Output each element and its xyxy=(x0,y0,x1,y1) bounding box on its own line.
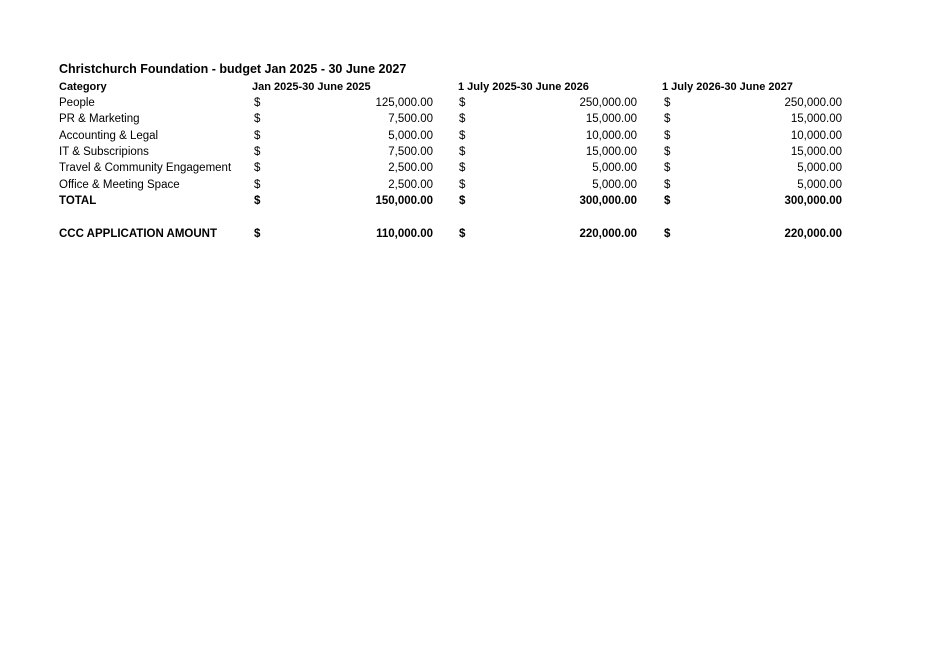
row-category: People xyxy=(59,97,95,109)
amount-period-1: 5,000.00 xyxy=(388,130,433,142)
ccc-period-2: 220,000.00 xyxy=(579,228,637,240)
currency-symbol: $ xyxy=(254,228,261,240)
currency-symbol: $ xyxy=(664,179,671,191)
amount-period-1: 2,500.00 xyxy=(388,179,433,191)
currency-symbol: $ xyxy=(254,179,261,191)
currency-symbol: $ xyxy=(459,195,466,207)
row-category: PR & Marketing xyxy=(59,113,140,125)
currency-symbol: $ xyxy=(664,113,671,125)
currency-symbol: $ xyxy=(459,228,466,240)
ccc-application-row xyxy=(0,226,934,242)
table-row xyxy=(0,111,934,127)
table-row xyxy=(0,144,934,160)
currency-symbol: $ xyxy=(664,146,671,158)
row-category: IT & Subscripions xyxy=(59,146,149,158)
amount-period-3: 10,000.00 xyxy=(790,130,842,142)
table-row xyxy=(0,128,934,144)
currency-symbol: $ xyxy=(459,179,466,191)
ccc-application-label: CCC APPLICATION AMOUNT xyxy=(59,228,218,240)
amount-period-3: 5,000.00 xyxy=(797,162,842,174)
header-period-2: 1 July 2025-30 June 2026 xyxy=(458,81,589,93)
amount-period-3: 250,000.00 xyxy=(784,97,842,109)
amount-period-2: 10,000.00 xyxy=(585,130,637,142)
currency-symbol: $ xyxy=(459,113,466,125)
amount-period-1: 125,000.00 xyxy=(375,97,433,109)
currency-symbol: $ xyxy=(254,162,261,174)
amount-period-1: 7,500.00 xyxy=(388,146,433,158)
row-category: Accounting & Legal xyxy=(59,130,159,142)
header-period-3: 1 July 2026-30 June 2027 xyxy=(662,81,793,93)
total-period-1: 150,000.00 xyxy=(375,195,433,207)
currency-symbol: $ xyxy=(459,162,466,174)
currency-symbol: $ xyxy=(459,146,466,158)
amount-period-1: 2,500.00 xyxy=(388,162,433,174)
currency-symbol: $ xyxy=(254,146,261,158)
currency-symbol: $ xyxy=(664,130,671,142)
amount-period-3: 15,000.00 xyxy=(790,113,842,125)
currency-symbol: $ xyxy=(459,97,466,109)
header-period-1: Jan 2025-30 June 2025 xyxy=(252,81,371,93)
header-category: Category xyxy=(59,81,107,93)
total-period-3: 300,000.00 xyxy=(784,195,842,207)
row-category: Travel & Community Engagement xyxy=(59,162,232,174)
amount-period-2: 5,000.00 xyxy=(592,162,637,174)
currency-symbol: $ xyxy=(664,228,671,240)
header-row xyxy=(0,79,934,95)
currency-symbol: $ xyxy=(254,130,261,142)
amount-period-1: 7,500.00 xyxy=(388,113,433,125)
total-row xyxy=(0,193,934,209)
table-row xyxy=(0,177,934,193)
ccc-period-3: 220,000.00 xyxy=(784,228,842,240)
amount-period-2: 15,000.00 xyxy=(585,113,637,125)
amount-period-2: 15,000.00 xyxy=(585,146,637,158)
table-row xyxy=(0,160,934,176)
amount-period-2: 250,000.00 xyxy=(579,97,637,109)
currency-symbol: $ xyxy=(664,195,671,207)
sheet-title: Christchurch Foundation - budget Jan 2025 - 30 June 2027 xyxy=(59,62,407,76)
currency-symbol: $ xyxy=(254,113,261,125)
row-category: Office & Meeting Space xyxy=(59,179,180,191)
total-period-2: 300,000.00 xyxy=(579,195,637,207)
currency-symbol: $ xyxy=(459,130,466,142)
currency-symbol: $ xyxy=(254,195,261,207)
total-label: TOTAL xyxy=(59,195,97,207)
table-row xyxy=(0,95,934,111)
amount-period-3: 5,000.00 xyxy=(797,179,842,191)
amount-period-2: 5,000.00 xyxy=(592,179,637,191)
currency-symbol: $ xyxy=(664,162,671,174)
currency-symbol: $ xyxy=(254,97,261,109)
amount-period-3: 15,000.00 xyxy=(790,146,842,158)
currency-symbol: $ xyxy=(664,97,671,109)
ccc-period-1: 110,000.00 xyxy=(376,228,433,240)
